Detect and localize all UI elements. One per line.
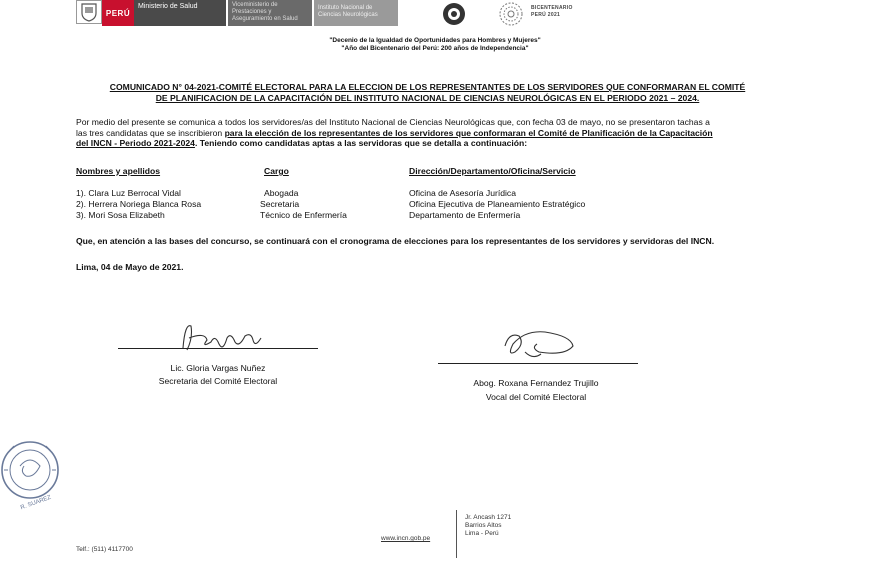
closing-text: Que, en atención a las bases del concurso, se continuará con el cronograma de elecciones para los representantes de los servidores y servidoras del INCN. <box>76 236 715 246</box>
col-header-name: Nombres y apellidos <box>76 166 161 176</box>
intro-line3-bold: del INCN - Periodo 2021-2024 <box>76 138 195 148</box>
intro-line2-bold: para la elección de los representantes de los servidores que conformaran el Comité de Planificación de la Capacitación <box>224 127 713 138</box>
footer-address <box>465 514 511 538</box>
signature-2-role: Vocal del Comité Electoral <box>485 392 587 402</box>
candidate-1-name: 1). Clara Luz Berrocal Vidal <box>76 188 181 198</box>
peru-shield-icon <box>76 0 102 24</box>
bicentenario-logo-icon <box>496 0 526 28</box>
footer-address-line1: Jr. Ancash 1271 <box>465 514 512 521</box>
intro-line1: Por medio del presente se comunica a todos los servidores/as del Instituto Nacional de Ciencias Neurológicas que, con fecha 03 de mayo, no se presentaron tachas a <box>76 117 710 127</box>
institute-label: Instituto Nacional de Ciencias Neurológicas <box>314 0 398 26</box>
candidate-1-dept: Oficina de Asesoría Jurídica <box>409 188 516 198</box>
signature-2-scribble-icon <box>495 322 585 369</box>
candidate-3-dept: Departamento de Enfermería <box>409 210 521 220</box>
stamp-text: R. SUAREZ <box>19 494 53 512</box>
candidate-1-role: Abogada <box>264 188 299 198</box>
candidate-3-role: Técnico de Enfermería <box>260 210 347 220</box>
date-text: Lima, 04 de Mayo de 2021. <box>76 262 184 272</box>
bicentenario-line1: BICENTENARIO <box>531 5 573 11</box>
candidate-2-name: 2). Herrera Noriega Blanca Rosa <box>76 199 202 209</box>
candidate-3-name: 3). Mori Sosa Elizabeth <box>76 210 165 220</box>
signature-1-scribble-icon <box>165 318 275 363</box>
incn-logo-icon <box>440 2 468 26</box>
intro-line3-rest: . Teniendo como candidatas aptas a las servidoras que se detalla a continuación: <box>194 138 528 148</box>
vice-ministry-label: Viceministerio de Prestaciones y Aseguramiento en Salud <box>228 0 312 26</box>
intro-line3 <box>76 138 776 149</box>
candidate-2-dept: Oficina Ejecutiva de Planeamiento Estratégico <box>409 199 586 209</box>
decenio-line2: "Año del Bicentenario del Perú: 200 años de Independencia" <box>341 45 529 52</box>
signature-2-line <box>438 363 638 364</box>
signature-1-role: Secretaria del Comité Electoral <box>158 376 278 386</box>
signature-1-name: Lic. Gloria Vargas Nuñez <box>170 363 266 373</box>
signature-2-name: Abog. Roxana Fernandez Trujillo <box>473 378 599 388</box>
col-header-dept: Dirección/Departamento/Oficina/Servicio <box>409 166 576 176</box>
footer-address-line3: Lima - Perú <box>465 530 499 537</box>
bicentenario-label <box>531 5 573 19</box>
decenio-line1: "Decenio de la Igualdad de Oportunidades para Hombres y Mujeres" <box>329 37 541 44</box>
candidate-2-role: Secretaria <box>260 199 300 209</box>
footer-website-link[interactable]: www.incn.gob.pe <box>381 535 431 542</box>
footer-divider <box>456 510 457 558</box>
document-title-line1: COMUNICADO N° 04-2021-COMITÉ ELECTORAL PARA LA ELECCION DE LOS REPRESENTANTES DE LOS SERVIDORES QUE CONFORMARAN EL COMITÉ <box>109 82 746 92</box>
signature-1-line <box>118 348 318 349</box>
ministry-label: Ministerio de Salud <box>134 0 226 26</box>
footer-address-line2: Barrios Altos <box>465 522 502 529</box>
intro-paragraph <box>76 117 776 149</box>
intro-line2-plain: las tres candidatas que se inscribieron <box>76 127 225 138</box>
footer-phone: Telf.: (511) 4117700 <box>76 546 133 553</box>
peru-label: PERÚ <box>102 0 134 26</box>
col-header-role: Cargo <box>264 166 289 176</box>
bicentenario-line2: PERÚ 2021 <box>531 12 561 18</box>
intro-line2 <box>76 128 776 139</box>
document-title-line2: DE PLANIFICACION DE LA CAPACITACIÓN DEL INSTITUTO NACIONAL DE CIENCIAS NEUROLÓGICAS EN EL PERIODO 2021 – 2024. <box>155 93 700 103</box>
